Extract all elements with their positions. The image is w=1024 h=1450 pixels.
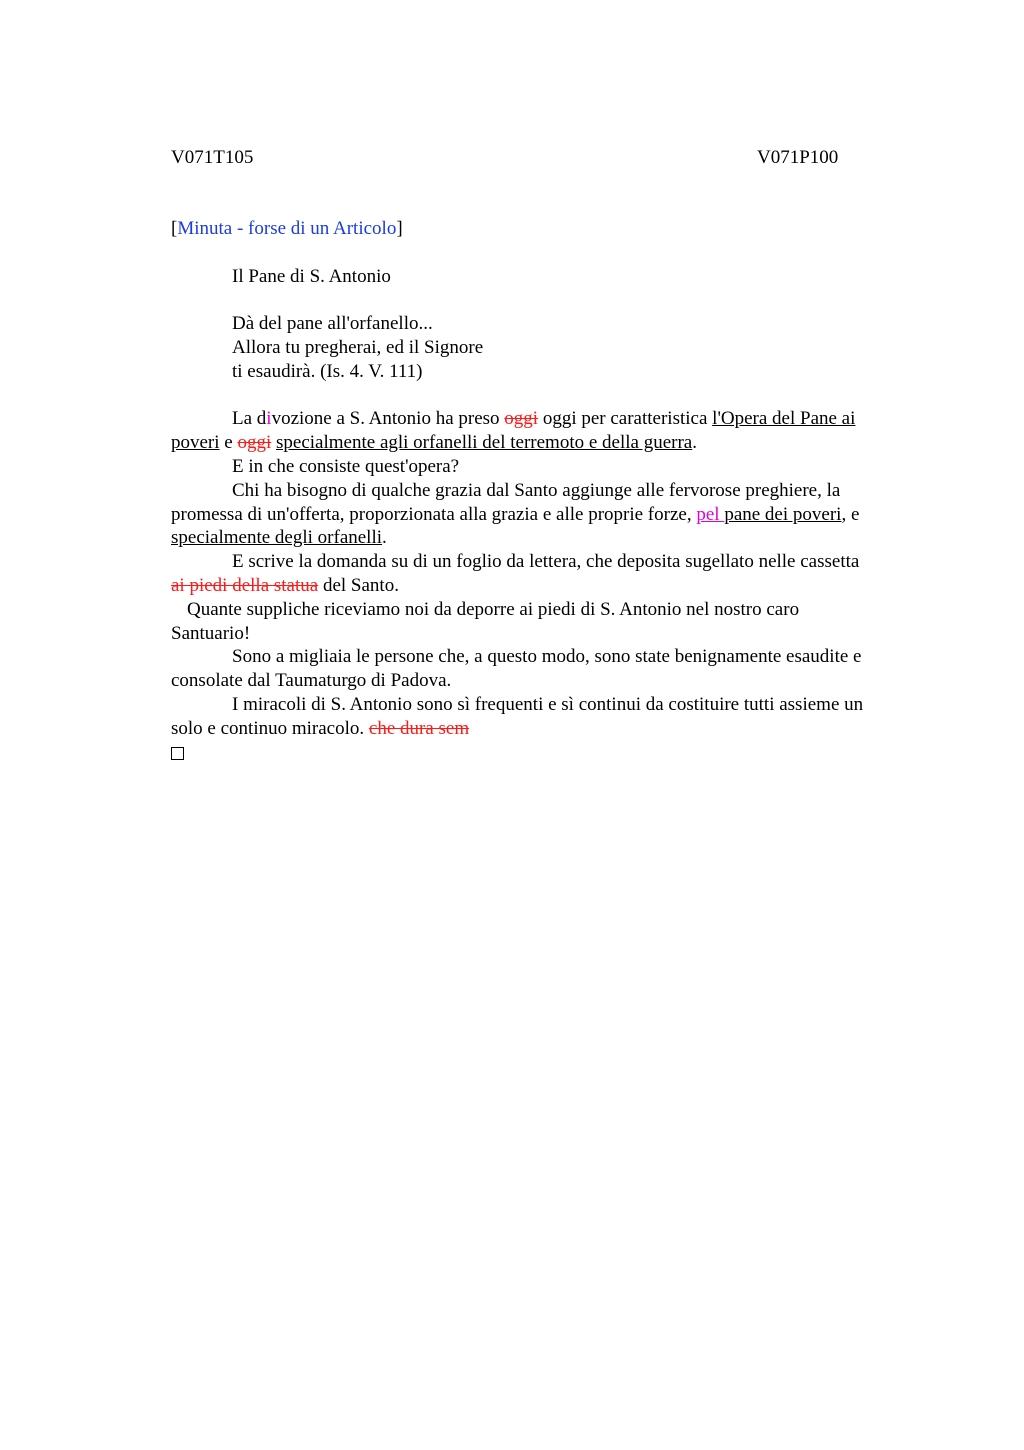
paragraph-3-line-2: promessa di un'offerta, proporzionata alla grazia e alle proprie forze, pel pane dei poveri, e: [171, 503, 860, 525]
underlined-text: pane dei poveri: [724, 503, 842, 525]
checkbox-square-icon: [171, 747, 184, 760]
underlined-text: poveri: [171, 432, 220, 454]
paragraph-4-line-1: E scrive la domanda su di un foglio da lettera, che deposita sugellato nelle cassetta: [232, 551, 860, 573]
paragraph-7-line-2: solo e continuo miracolo. che dura sem: [171, 717, 470, 739]
insertion: i: [266, 408, 272, 430]
paragraph-3-line-3: specialmente degli orfanelli.: [171, 527, 387, 549]
editor-note-text: Minuta - forse di un Articolo: [177, 218, 397, 239]
paragraph-5-line-1: Quante suppliche riceviamo noi da deporre ai piedi di S. Antonio nel nostro caro: [187, 598, 800, 620]
epigraph-line: Allora tu pregherai, ed il Signore: [232, 336, 484, 358]
document-title: Il Pane di S. Antonio: [232, 265, 391, 287]
paragraph-1-line-1: La divozione a S. Antonio ha preso oggi oggi per caratteristica l'Opera del Pane ai: [232, 408, 856, 430]
paragraph-6-line-1: Sono a migliaia le persone che, a questo modo, sono state benignamente esaudite e: [232, 646, 862, 668]
deletion: ai piedi della statua: [171, 574, 319, 596]
paragraph-6-line-2: consolate dal Taumaturgo di Padova.: [171, 670, 452, 692]
deletion: che dura sem: [368, 717, 470, 739]
underlined-text: l'Opera del Pane ai: [712, 408, 856, 430]
deletion: oggi: [237, 432, 272, 454]
paragraph-7-line-1: I miracoli di S. Antonio sono sì frequenti e sì continui da costituire tutti assieme un: [232, 693, 864, 715]
paragraph-1-line-2: poveri e oggi specialmente agli orfanelli del terremoto e della guerra.: [171, 432, 697, 454]
paragraph-4-line-2: ai piedi della statua del Santo.: [171, 574, 399, 596]
editor-note: [Minuta - forse di un Articolo]: [171, 218, 403, 239]
paragraph-5-line-2: Santuario!: [171, 622, 251, 644]
underlined-text: specialmente agli orfanelli del terremoto e della guerra: [276, 432, 693, 454]
underlined-text: specialmente degli orfanelli: [171, 527, 383, 549]
paragraph-3-line-1: Chi ha bisogno di qualche grazia dal Santo aggiunge alle fervorose preghiere, la: [232, 479, 841, 501]
paragraph-2: E in che consiste quest'opera?: [232, 455, 460, 477]
document-code-right: V071P100: [757, 147, 839, 168]
epigraph-line: ti esaudirà. (Is. 4. V. 111): [232, 360, 423, 382]
deletion: oggi: [504, 408, 539, 430]
document-code-left: V071T105: [171, 147, 254, 168]
epigraph-line: Dà del pane all'orfanello...: [232, 313, 433, 335]
document-body: [171, 217, 921, 766]
insertion: pel: [696, 503, 725, 525]
